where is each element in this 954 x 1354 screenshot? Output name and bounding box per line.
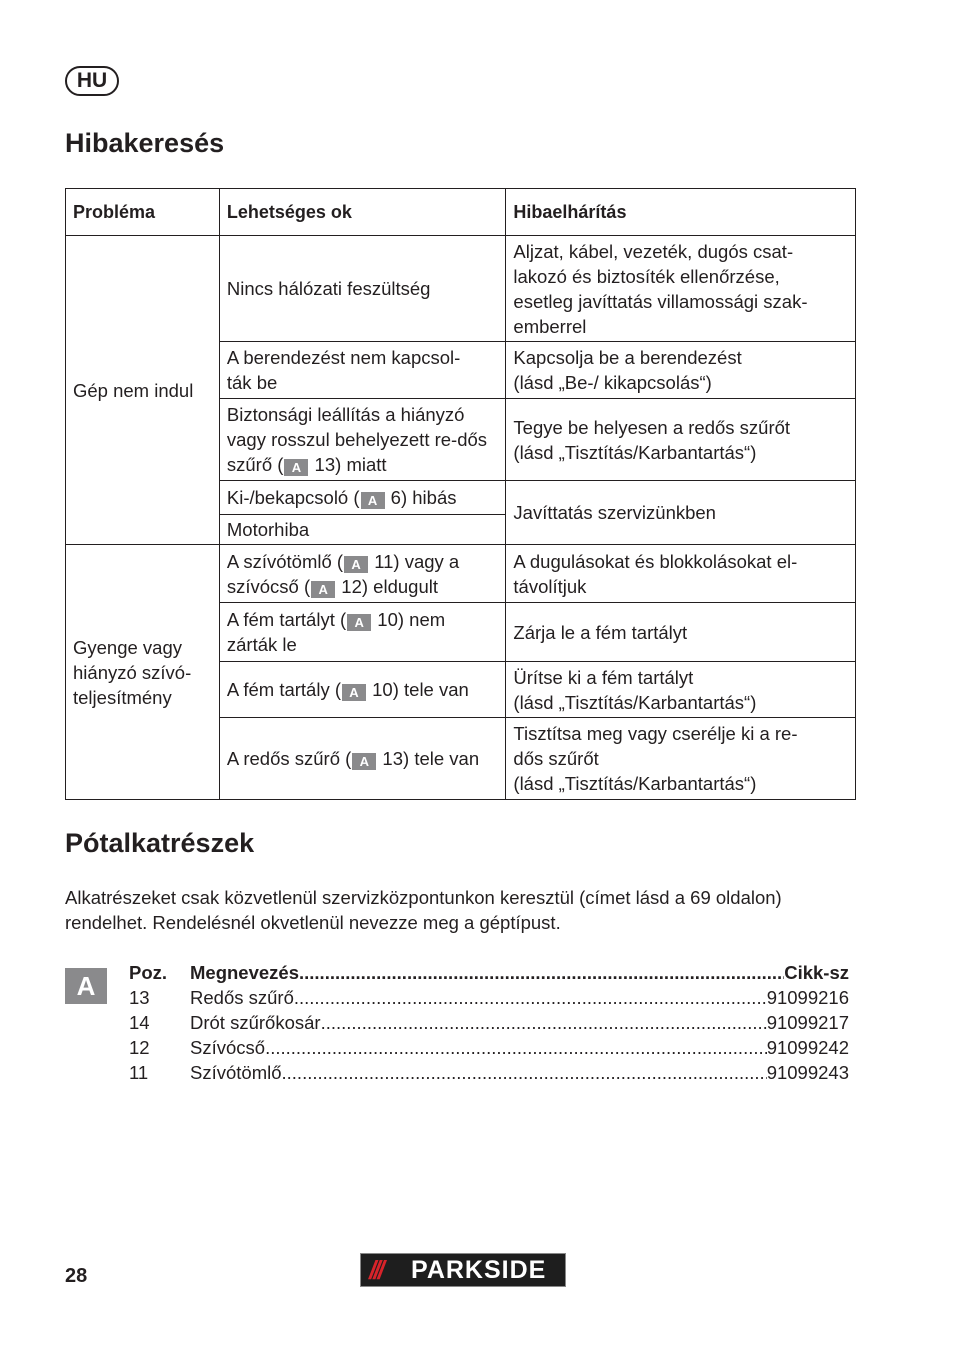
- remedy-line: Kapcsolja be a berendezést: [513, 347, 742, 368]
- cause-cell: [219, 718, 506, 800]
- parts-header-pos: Poz.: [129, 962, 168, 983]
- cause-cell: [219, 481, 506, 515]
- cause-line: A berendezést nem kapcsol-: [226, 347, 461, 368]
- cause-text: A fém tartályt (: [226, 609, 347, 630]
- remedy-cell: [506, 662, 856, 718]
- remedy-line: A dugulásokat és blokkolásokat el-: [513, 550, 798, 572]
- header-cause: Lehetséges ok: [219, 189, 506, 236]
- section-a-ref-icon: A: [344, 556, 368, 573]
- remedy-cell: [506, 718, 856, 800]
- table-header-row: [66, 189, 856, 236]
- intro-line: Alkatrészeket csak közvetlenül szervizközpontunkon keresztül (címet lásd a 69 oldalon): [65, 887, 782, 908]
- part-name: Drót szűrőkosár: [190, 1012, 321, 1033]
- table-row: [66, 236, 856, 342]
- dot-leader: [265, 1035, 767, 1060]
- section-a-ref-icon: A: [284, 459, 308, 476]
- remedy-cell: [506, 342, 856, 399]
- cause-text: 6) hibás: [385, 487, 457, 508]
- part-number: 91099216: [766, 987, 849, 1008]
- logo-text: PARKSIDE: [411, 1255, 547, 1284]
- part-number: 91099243: [766, 1062, 849, 1083]
- remedy-line: Aljzat, kábel, vezeték, dugós csat-: [513, 240, 794, 262]
- cause-text: Nincs hálózati feszültség: [226, 278, 431, 299]
- cause-cell: [219, 515, 506, 545]
- remedy-line: Ürítse ki a fém tartályt: [513, 666, 694, 688]
- cause-cell: [219, 236, 506, 342]
- remedy-cell: [506, 545, 856, 603]
- remedy-line: dős szűrőt: [513, 748, 599, 769]
- remedy-line: (lásd „Be-/ kikapcsolás“): [513, 372, 712, 393]
- part-pos: 14: [129, 1012, 150, 1033]
- remedy-line: Tegye be helyesen a redős szűrőt: [513, 416, 791, 438]
- remedy-line: távolítjuk: [513, 575, 587, 597]
- part-number: 91099217: [766, 1012, 849, 1033]
- dot-leader: [299, 960, 784, 985]
- cause-cell: [219, 399, 506, 481]
- cause-cell: [219, 545, 506, 603]
- section-a-ref-icon: A: [342, 684, 366, 701]
- list-item: [129, 985, 849, 1010]
- section-a-ref-icon: A: [347, 614, 371, 631]
- cause-cell: [219, 662, 506, 718]
- part-pos: 13: [129, 987, 150, 1008]
- list-item: [129, 1035, 849, 1060]
- spare-parts-title: Pótalkatrészek: [65, 828, 255, 858]
- troubleshooting-title: Hibakeresés: [65, 128, 225, 158]
- list-item: [129, 1010, 849, 1035]
- cause-text: 13) miatt: [309, 454, 387, 475]
- problem-line: hiányzó szívó-: [73, 661, 192, 683]
- section-a-ref-icon: A: [311, 581, 335, 598]
- cause-text: 13) tele van: [377, 748, 480, 769]
- parts-header-num: Cikk-sz: [784, 962, 849, 983]
- remedy-text: Zárja le a fém tartályt: [513, 621, 688, 643]
- part-name: Szívótömlő: [190, 1062, 282, 1083]
- cause-cell: [219, 603, 506, 662]
- page-number: 28: [65, 1265, 88, 1287]
- intro-line: rendelhet. Rendelésnél okvetlenül nevezze meg a géptípust.: [65, 912, 561, 933]
- cause-text: Motorhiba: [226, 519, 310, 540]
- cause-text: Biztonsági leállítás a hiányzó vagy rosszul behelyezett re-dős szűrő (: [226, 404, 488, 475]
- remedy-cell: [506, 603, 856, 662]
- cause-line: ták be: [226, 372, 278, 393]
- remedy-line: (lásd „Tisztítás/Karbantartás“): [513, 441, 757, 463]
- cause-text: A fém tartály (: [226, 679, 341, 700]
- problem-cell: [66, 545, 220, 800]
- problem-line: teljesítmény: [73, 686, 172, 708]
- cause-text: 10) tele van: [367, 679, 469, 700]
- part-name: Redős szűrő: [190, 987, 294, 1008]
- remedy-line: lakozó és biztosíték ellenőrzése,: [513, 265, 780, 287]
- spare-parts-intro: [65, 885, 865, 935]
- cause-text: A szívótömlő (: [226, 550, 344, 572]
- problem-line: Gyenge vagy: [73, 636, 183, 658]
- part-name: Szívócső: [190, 1037, 266, 1058]
- dot-leader: [321, 1010, 767, 1035]
- part-pos: 11: [129, 1062, 149, 1083]
- cause-cell: [219, 342, 506, 399]
- dot-leader: [282, 1060, 767, 1085]
- cause-text: Ki-/bekapcsoló (: [226, 487, 360, 508]
- remedy-line: Tisztítsa meg vagy cserélje ki a re-: [513, 723, 798, 744]
- section-a-ref-icon: A: [352, 753, 376, 770]
- section-a-icon: A: [65, 968, 107, 1004]
- parts-list: [129, 960, 849, 1085]
- remedy-cell: [506, 236, 856, 342]
- dot-leader: [294, 985, 767, 1010]
- header-problem: Probléma: [66, 189, 220, 236]
- part-number: 91099242: [766, 1037, 849, 1058]
- parts-header-name: Megnevezés: [190, 962, 299, 983]
- remedy-line: (lásd „Tisztítás/Karbantartás“): [513, 773, 757, 794]
- cause-text: 11) vagy a szívócső (: [226, 550, 460, 597]
- remedy-cell: [506, 481, 856, 545]
- parkside-logo: [360, 1253, 566, 1287]
- logo-slashes: ///: [369, 1254, 382, 1285]
- parts-header-row: [129, 960, 849, 985]
- table-row: [66, 545, 856, 603]
- cause-text: A redős szűrő (: [226, 748, 352, 769]
- cause-text: 10) nem zárták le: [226, 609, 446, 655]
- list-item: [129, 1060, 849, 1085]
- section-a-ref-icon: A: [361, 492, 385, 509]
- problem-cell: Gép nem indul: [66, 236, 220, 545]
- remedy-line: (lásd „Tisztítás/Karbantartás“): [513, 691, 757, 713]
- remedy-cell: [506, 399, 856, 481]
- part-pos: 12: [129, 1037, 150, 1058]
- remedy-text: Javíttatás szervizünkben: [513, 502, 716, 523]
- remedy-line: emberrel: [513, 315, 587, 337]
- remedy-line: esetleg javíttatás villamossági szak-: [513, 290, 808, 312]
- troubleshooting-table: [65, 188, 856, 800]
- header-remedy: Hibaelhárítás: [506, 189, 856, 236]
- cause-text: 12) eldugult: [336, 575, 438, 597]
- language-badge: HU: [65, 66, 119, 96]
